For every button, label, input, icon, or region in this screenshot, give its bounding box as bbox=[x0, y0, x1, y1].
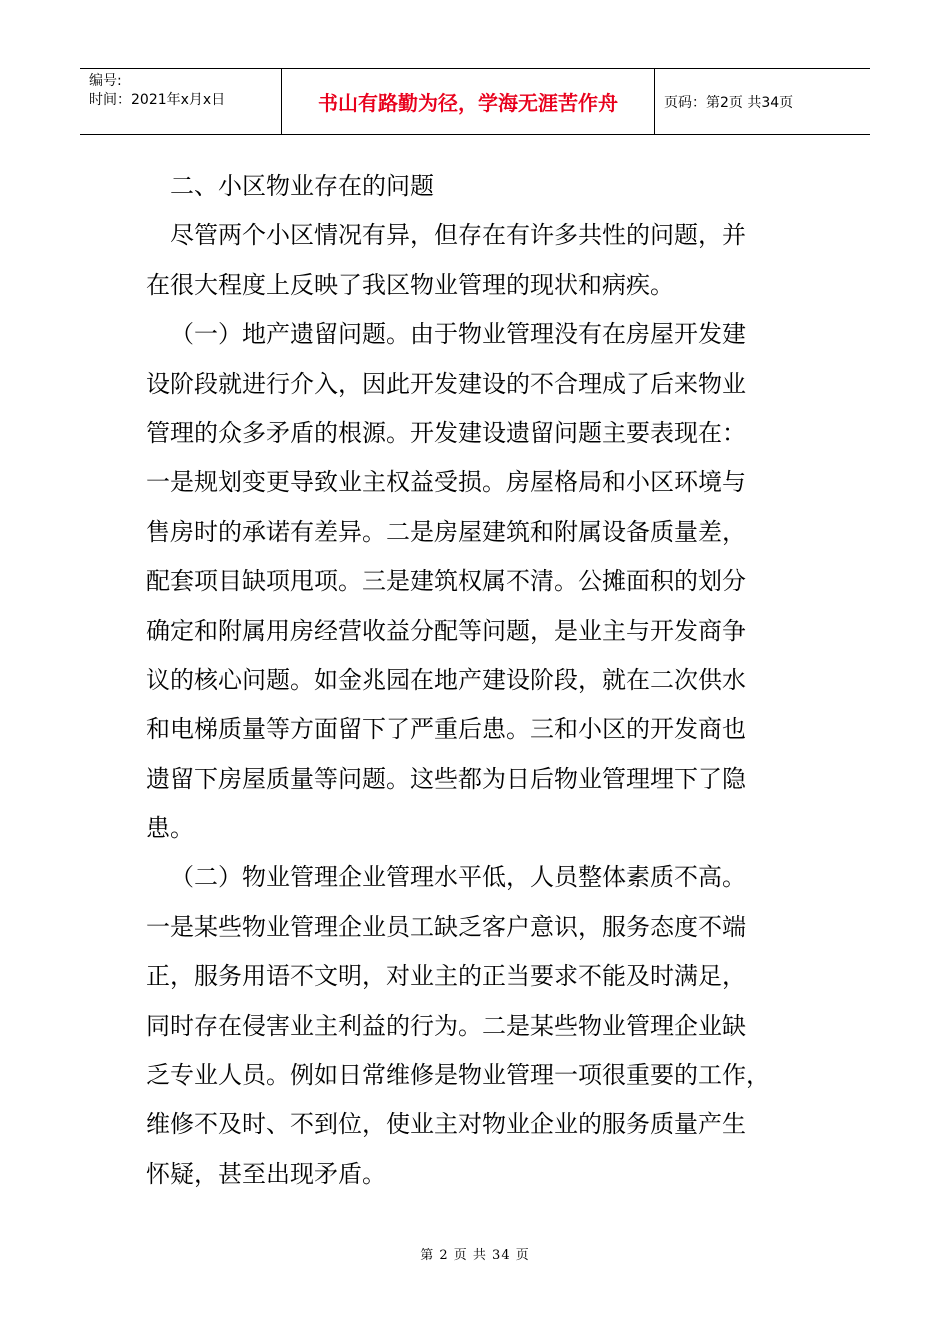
header-meta-cell bbox=[80, 69, 282, 134]
header-page-cell bbox=[655, 69, 870, 134]
header-page-info: 页码：第2页 共34页 bbox=[664, 95, 794, 111]
paragraph-line: 尽管两个小区情况有异，但存在有许多共性的问题，并 bbox=[170, 221, 746, 250]
paragraph-line: 议的核心问题。如金兆园在地产建设阶段，就在二次供水 bbox=[146, 665, 746, 694]
paragraph-line: 乏专业人员。例如日常维修是物业管理一项很重要的工作， bbox=[146, 1061, 770, 1090]
paragraph-line: 同时存在侵害业主利益的行为。二是某些物业管理企业缺 bbox=[146, 1011, 746, 1040]
page-header bbox=[80, 68, 870, 135]
paragraph-line: 配套项目缺项甩项。三是建筑权属不清。公摊面积的划分 bbox=[146, 567, 746, 596]
paragraph-line: （二）物业管理企业管理水平低，人员整体素质不高。 bbox=[170, 863, 746, 892]
paragraph-line: 在很大程度上反映了我区物业管理的现状和病疾。 bbox=[146, 270, 674, 299]
paragraph-line: 怀疑，甚至出现矛盾。 bbox=[146, 1159, 386, 1188]
header-motto-cell bbox=[282, 69, 655, 134]
section-heading: 二、小区物业存在的问题 bbox=[170, 172, 434, 200]
document-body bbox=[146, 162, 806, 1199]
paragraph-line: 售房时的承诺有差异。二是房屋建筑和附属设备质量差， bbox=[146, 517, 746, 546]
paragraph-line: 一是规划变更导致业主权益受损。房屋格局和小区环境与 bbox=[146, 468, 746, 497]
paragraph-line: 和电梯质量等方面留下了严重后患。三和小区的开发商也 bbox=[146, 715, 746, 744]
paragraph-line: 一是某些物业管理企业员工缺乏客户意识，服务态度不端 bbox=[146, 912, 746, 941]
paragraph-line: 维修不及时、不到位，使业主对物业企业的服务质量产生 bbox=[146, 1110, 746, 1139]
document-time-label: 时间：2021年x月x日 bbox=[89, 92, 226, 108]
paragraph-line: （一）地产遗留问题。由于物业管理没有在房屋开发建 bbox=[170, 320, 746, 349]
page-footer: 第 2 页 共 34 页 bbox=[420, 1248, 530, 1263]
paragraph-line: 遗留下房屋质量等问题。这些都为日后物业管理埋下了隐 bbox=[146, 764, 746, 793]
header-motto: 书山有路勤为径，学海无涯苦作舟 bbox=[318, 91, 618, 115]
document-number-label: 编号: bbox=[89, 73, 122, 89]
paragraph-line: 患。 bbox=[146, 814, 194, 843]
paragraph-line: 设阶段就进行介入，因此开发建设的不合理成了后来物业 bbox=[146, 369, 746, 398]
paragraph-line: 正，服务用语不文明，对业主的正当要求不能及时满足， bbox=[146, 962, 746, 991]
paragraph-line: 管理的众多矛盾的根源。开发建设遗留问题主要表现在： bbox=[146, 418, 746, 447]
paragraph-line: 确定和附属用房经营收益分配等问题，是业主与开发商争 bbox=[146, 616, 746, 645]
